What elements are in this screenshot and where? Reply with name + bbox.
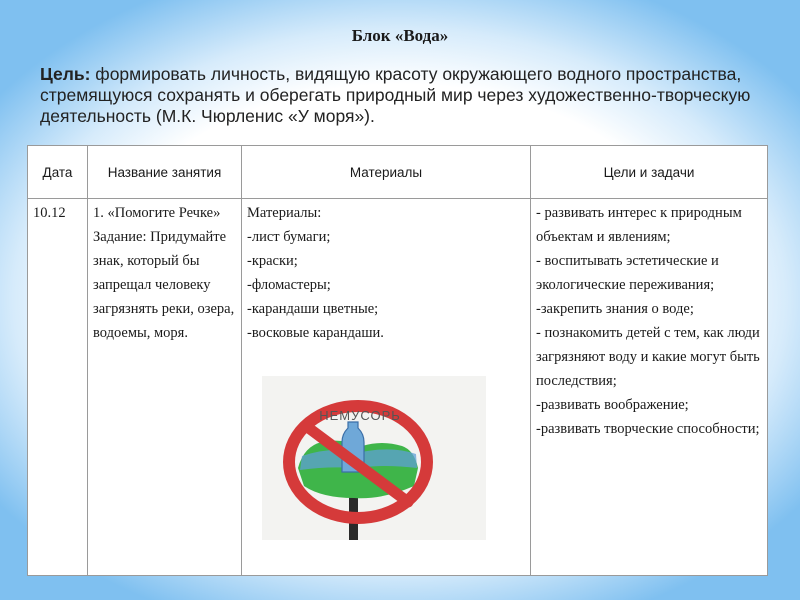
no-litter-sign-icon	[262, 376, 486, 540]
header-date: Дата	[28, 146, 88, 199]
header-goals: Цели и задачи	[531, 146, 768, 199]
slide-title: Блок «Вода»	[351, 26, 449, 45]
cell-goals: - развивать интерес к природным объектам и явлениям; - воспитывать эстетические и экологические переживания; -закрепить знания о воде; - познакомить детей с тем, как люди загрязняют воду и какие могут быть последствия; -развивать воображение; -развивать творческие способности;	[531, 199, 768, 576]
header-lesson: Название занятия	[88, 146, 242, 199]
goal-paragraph	[40, 64, 760, 127]
header-materials: Материалы	[242, 146, 531, 199]
child-drawing-image	[262, 376, 486, 540]
goal-label: Цель:	[40, 64, 91, 84]
cell-materials: Материалы: -лист бумаги; -краски; -фломастеры; -карандаши цветные; -восковые карандаши.	[242, 199, 531, 576]
table-header-row	[28, 146, 768, 199]
sign-text: НЕМУСОРЬ	[319, 408, 401, 423]
cell-lesson: 1. «Помогите Речке» Задание: Придумайте знак, который бы запрещал человеку загрязнять реки, озера, водоемы, моря.	[88, 199, 242, 576]
goal-text: формировать личность, видящую красоту окружающего водного пространства, стремящуюся сохранять и оберегать природный мир через художественно-творческую деятельность (М.К. Чюрленис «У моря»).	[40, 64, 751, 126]
cell-date: 10.12	[28, 199, 88, 576]
